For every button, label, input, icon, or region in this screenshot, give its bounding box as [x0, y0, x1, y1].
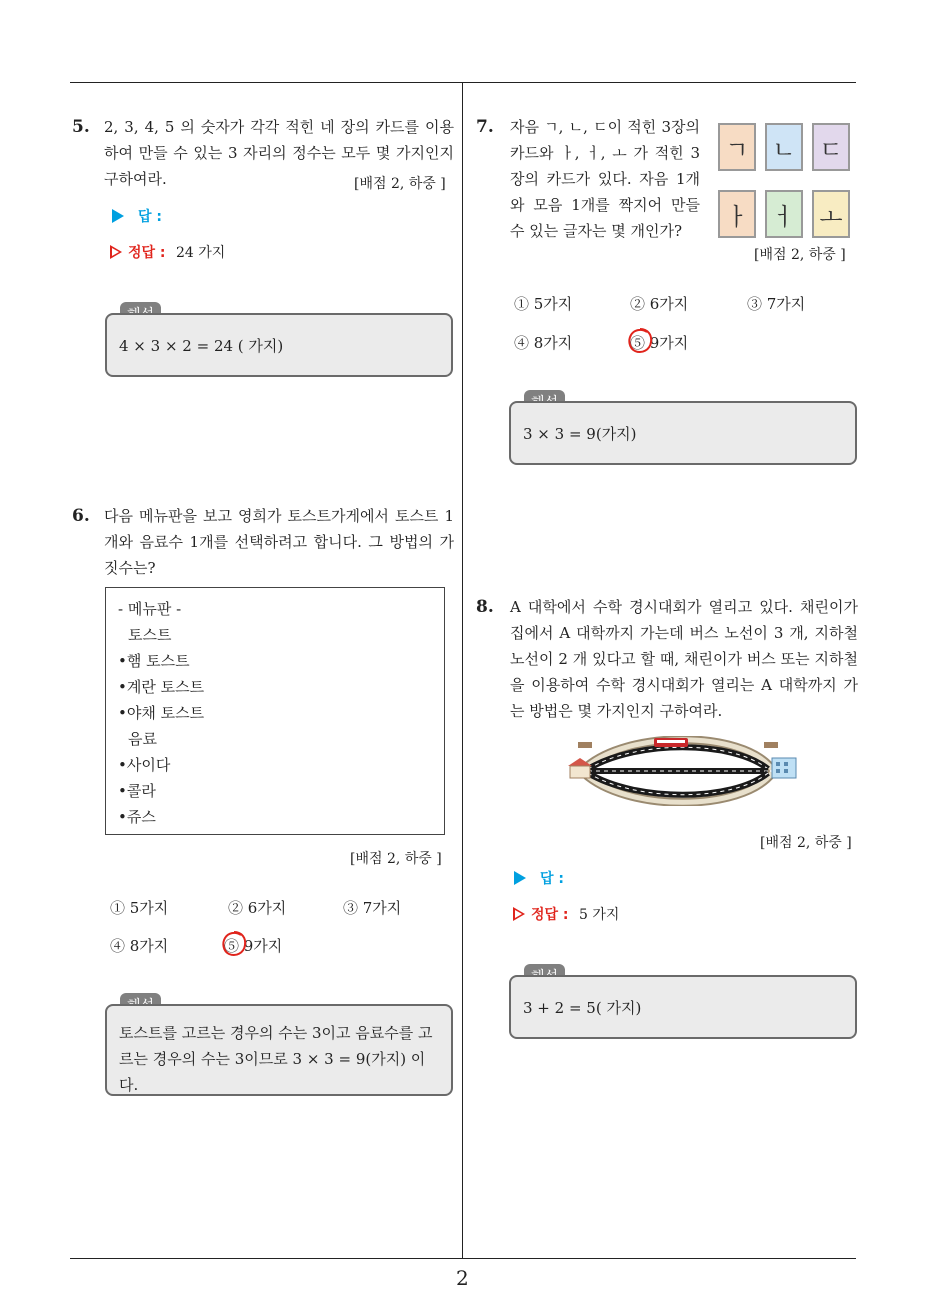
answer-circle-icon	[626, 326, 654, 356]
q7-choice-5[interactable]: ⑤ 9가지	[630, 334, 689, 352]
q5-solution-text: 4 × 3 × 2 = 24 ( 가지)	[119, 337, 284, 355]
q7-choice-2[interactable]: ② 6가지	[630, 295, 689, 313]
q6-points: [배점 2, 하중 ]	[350, 851, 442, 867]
triangle-outline-icon	[110, 245, 122, 259]
q8-number: 8.	[476, 597, 494, 617]
card-vowel-1: ㅏ	[718, 190, 756, 238]
q8-correct: 정답 : 5 가지	[513, 904, 619, 924]
menu-category: 토스트	[128, 626, 172, 644]
menu-item: •햄 토스트	[118, 652, 190, 670]
q8-solution-text: 3 + 2 = 5( 가지)	[523, 999, 642, 1017]
menu-item: •쥬스	[118, 808, 156, 826]
q8-points: [배점 2, 하중 ]	[760, 835, 852, 851]
q5-answer-label: 답 :	[112, 206, 162, 226]
q5-correct: 정답 : 24 가지	[110, 242, 225, 262]
q8-text: A 대학에서 수학 경시대회가 열리고 있다. 채린이가 집에서 A 대학까지 가는데 버스 노선이 3 개, 지하철 노선이 2 개 있다고 할 때, 채린이가 버스 또는 지하철을 이용하여 수학 경시대회가 열리는 A 대학까지 가는 방법은 몇 가지인지 구하여라.	[510, 598, 858, 720]
q8-answer-label: 답 :	[514, 868, 564, 888]
q7-points: [배점 2, 하중 ]	[754, 247, 846, 263]
q7-number: 7.	[476, 117, 494, 137]
menu-item: •계란 토스트	[118, 678, 205, 696]
triangle-outline-icon	[513, 907, 525, 921]
q6-solution-text: 토스트를 고르는 경우의 수는 3이고 음료수를 고르는 경우의 수는 3이므로 3 × 3 = 9(가지) 이다.	[119, 1024, 433, 1094]
q6-number: 6.	[72, 506, 90, 526]
card-vowel-2: ㅓ	[765, 190, 803, 238]
q6-solution-box	[105, 1004, 453, 1096]
menu-category: 음료	[128, 730, 157, 748]
q8-solution-box	[509, 975, 857, 1039]
q6-choice-1[interactable]: ① 5가지	[110, 899, 169, 917]
q7-solution-text: 3 × 3 = 9(가지)	[523, 425, 637, 443]
column-divider	[462, 82, 463, 1258]
bottom-rule	[70, 1258, 856, 1259]
menu-title: - 메뉴판 -	[118, 600, 182, 618]
menu-item: •사이다	[118, 756, 171, 774]
q6-choice-4[interactable]: ④ 8가지	[110, 937, 169, 955]
q7-choice-3[interactable]: ③ 7가지	[747, 295, 806, 313]
q7-choice-4[interactable]: ④ 8가지	[514, 334, 573, 352]
route-illustration	[566, 736, 802, 806]
q7-text: 자음 ㄱ, ㄴ, ㄷ이 적힌 3장의 카드와 ㅏ, ㅓ, ㅗ 가 적힌 3장의 카드가 있다. 자음 1개와 모음 1개를 짝지어 만들 수 있는 글자는 몇 개인가?	[510, 118, 700, 240]
q6-choice-3[interactable]: ③ 7가지	[343, 899, 402, 917]
page-number: 2	[456, 1266, 469, 1290]
q5-solution-box	[105, 313, 453, 377]
answer-circle-icon	[220, 929, 248, 959]
q6-text: 다음 메뉴판을 보고 영희가 토스트가게에서 토스트 1개와 음료수 1개를 선택하려고 합니다. 그 방법의 가짓수는?	[104, 507, 454, 577]
menu-item: •콜라	[118, 782, 156, 800]
q6-menu-box	[105, 587, 445, 835]
top-rule	[70, 82, 856, 83]
q5-points: [배점 2, 하중 ]	[354, 176, 446, 192]
card-vowel-3: ㅗ	[812, 190, 850, 238]
q5-text: 2, 3, 4, 5 의 숫자가 각각 적힌 네 장의 카드를 이용하여 만들 수 있는 3 자리의 정수는 모두 몇 가지인지 구하여라.	[104, 118, 454, 188]
q7-choice-1[interactable]: ① 5가지	[514, 295, 573, 313]
q5-number: 5.	[72, 117, 90, 137]
play-icon	[112, 209, 124, 223]
q7-solution-box	[509, 401, 857, 465]
card-consonant-1: ㄱ	[718, 123, 756, 171]
q6-choice-5[interactable]: ⑤ 9가지	[224, 937, 283, 955]
menu-item: •야채 토스트	[118, 704, 205, 722]
card-consonant-3: ㄷ	[812, 123, 850, 171]
q6-choice-2[interactable]: ② 6가지	[228, 899, 287, 917]
play-icon	[514, 871, 526, 885]
card-consonant-2: ㄴ	[765, 123, 803, 171]
